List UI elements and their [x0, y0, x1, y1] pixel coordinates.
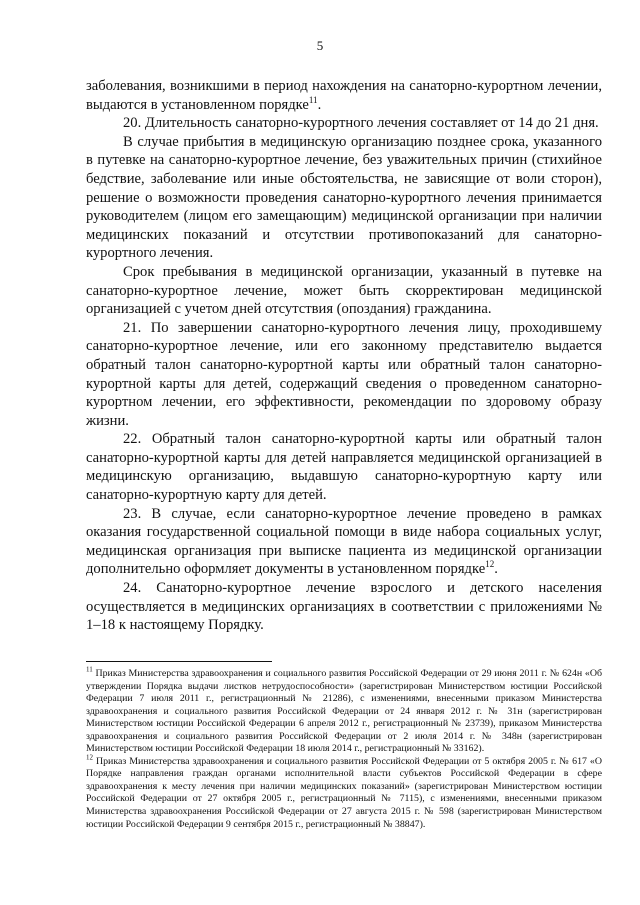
- paragraph-late-arrival: В случае прибытия в медицинскую организацию позднее срока, указанного в путевке на санаторно-курортное лечение, без уважительных причин (стихийное бедствие, заболевание или иные обстоятельства, не зависящие от воли сторон), решение о возможности проведения санаторно-курортного лечения принимается руководителем (лицом его замещающим) медицинской организации при наличии медицинских показаний и отсутствии противопоказаний для санаторно-курортного лечения.: [86, 133, 602, 262]
- paragraph-24: 24. Санаторно-курортное лечение взрослого и детского населения осуществляется в медицинских организациях в соответствии с приложениями № 1–18 к настоящему Порядку.: [86, 580, 602, 634]
- footnote-ref-11[interactable]: 11: [308, 94, 318, 105]
- paragraph-end: .: [317, 96, 322, 113]
- main-text: [86, 77, 602, 635]
- paragraph-text: заболевания, возникшими в период нахождения на санаторно-курортном лечении, выдаются в установленном порядке: [86, 78, 602, 113]
- paragraph-21: 21. По завершении санаторно-курортного лечения лицу, проходившему санаторно-курортное лечение, или его законному представителю выдается обратный талон санаторно-курортной карты или обратный талон санаторно-курортной карты для детей, содержащий сведения о проведенном санаторно-курортном лечении, его эффективности, рекомендации по здоровому образу жизни.: [86, 319, 602, 429]
- paragraph-end: .: [494, 561, 498, 578]
- paragraph-stay-duration: Срок пребывания в медицинской организации, указанный в путевке на санаторно-курортное лечение, может быть скорректирован медицинской организацией с учетом дней отсутствия (опоздания) гражданина.: [86, 263, 602, 318]
- footnotes: [86, 665, 603, 831]
- paragraph-22: 22. Обратный талон санаторно-курортной карты или обратный талон санаторно-курортной карты для детей направляется медицинской организацией в медицинскую организацию, выдавшую санаторно-курортную карту или санаторно-курортную карту для детей.: [86, 431, 602, 504]
- footnote-mark: 11: [86, 665, 93, 674]
- footnote-divider: [86, 661, 272, 662]
- footnote-text: Приказ Министерства здравоохранения и социального развития Российской Федерации от 29 июня 2011 г. № 624н «Об утверждении Порядка выдачи листков нетрудоспособности» (зарегистрирован Министерством юстиции Российской Федерации 7 июля 2011 г., регистрационный № 21286), с изменениями, внесенными приказом Министерства здравоохранения и социального развития Российской Федерации от 24 января 2012 г. № 31н (зарегистрирован Министерством юстиции Российской Федерации 6 апреля 2012 г., регистрационный № 23739), приказом Министерства здравоохранения и социального развития Российской Федерации от 2 июля 2014 г. № 348н (зарегистрирован Министерством юстиции Российской Федерации 18 июля 2014 г., регистрационный № 33162).: [86, 668, 603, 755]
- footnote-ref-12[interactable]: 12: [485, 559, 495, 570]
- footnote-mark: 12: [86, 753, 93, 762]
- paragraph-20: 20. Длительность санаторно-курортного лечения составляет от 14 до 21 дня.: [123, 115, 599, 132]
- paragraph-19-continued: [86, 77, 602, 114]
- paragraph-23: [86, 505, 602, 579]
- footnote-12: [86, 753, 603, 831]
- paragraph-text: 23. В случае, если санаторно-курортное лечение проведено в рамках оказания государственной социальной помощи в виде набора социальных услуг, медицинская организация при выписке пациента из медицинской организации дополнительно оформляет документы в установленном порядке: [86, 505, 602, 578]
- page-number: 5: [316, 38, 324, 53]
- footnote-text: Приказ Министерства здравоохранения и социального развития Российской Федерации от 5 октября 2005 г. № 617 «О Порядке направления граждан органами исполнительной власти субъектов Российской Федерации в сфере здравоохранения к месту лечения при наличии медицинских показаний» (зарегистрирован Министерством юстиции Российской Федерации от 27 октября 2005 г., регистрационный № 7115), с изменениями, внесенными приказом Министерства здравоохранения Российской Федерации от 27 августа 2015 г. № 598 (зарегистрирован Министерством юстиции Российской Федерации 9 сентября 2015 г., регистрационный № 38847).: [86, 755, 603, 830]
- footnote-11: [86, 665, 603, 756]
